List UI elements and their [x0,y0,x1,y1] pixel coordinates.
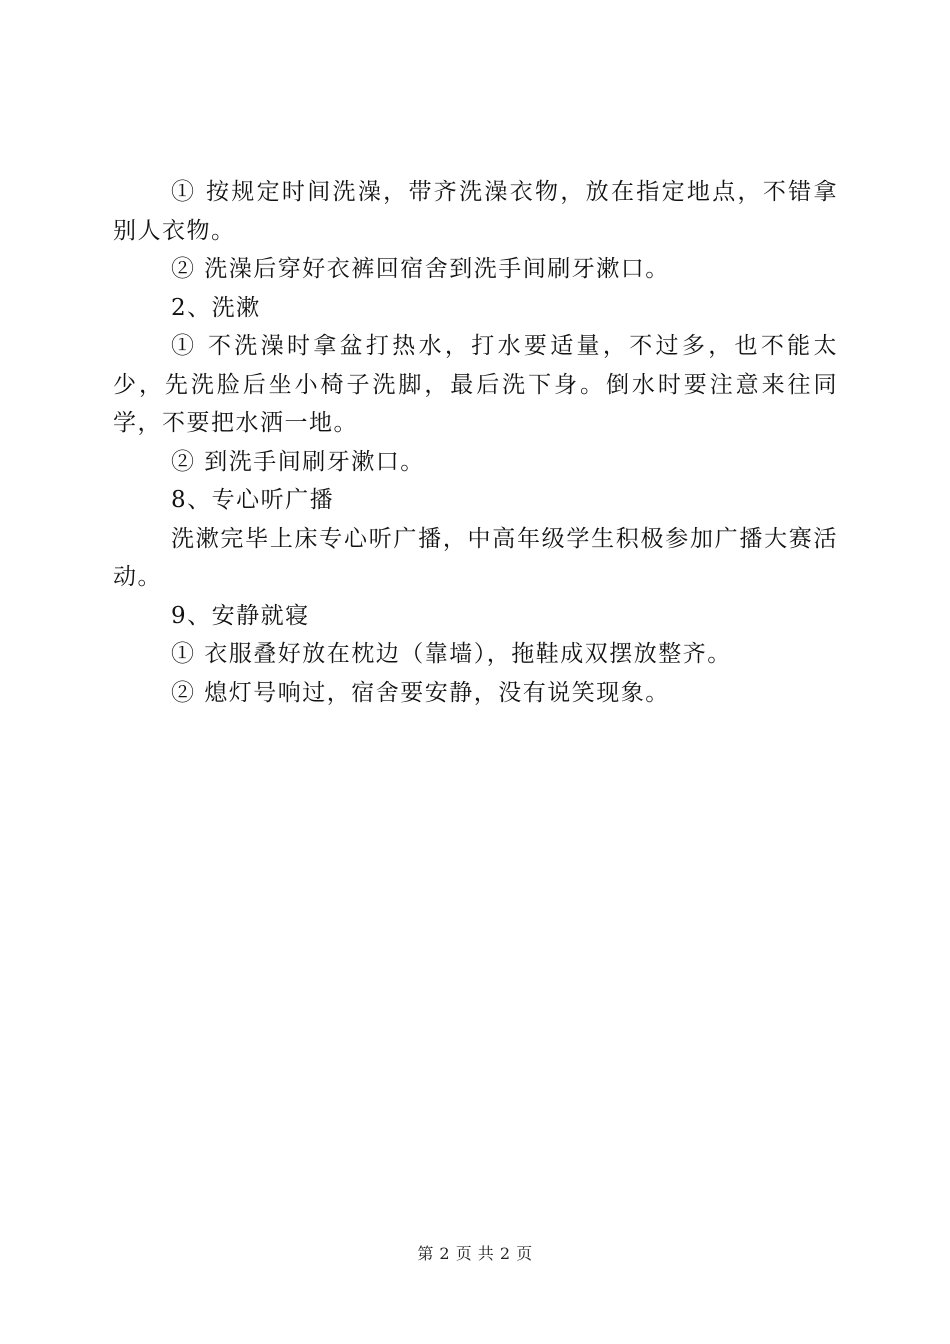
heading-washing: 2、洗漱 [171,294,261,321]
page-number-footer: 第 2 页 共 2 页 [417,1244,533,1263]
paragraph-bath-time: ① 按规定时间洗澡，带齐洗澡衣物，放在指定地点，不错拿别人衣物。 [113,179,838,244]
paragraph-brush-teeth: ② 到洗手间刷牙漱口。 [171,448,425,475]
paragraph-lights-out: ② 熄灯号响过，宿舍要安静，没有说笑现象。 [171,679,670,706]
paragraph-broadcast: 洗漱完毕上床专心听广播，中高年级学生积极参加广播大赛活动。 [113,525,838,590]
paragraph-clothes: ① 衣服叠好放在枕边（靠墙），拖鞋成双摆放整齐。 [171,641,732,667]
paragraph-after-bath: ② 洗澡后穿好衣裤回宿舍到洗手间刷牙漱口。 [171,256,670,282]
document-body [113,173,838,712]
paragraph-hot-water: ① 不洗澡时拿盆打热水，打水要适量，不过多，也不能太少，先洗脸后坐小椅子洗脚，最后洗下身。倒水时要注意来往同学，不要把水洒一地。 [113,333,838,436]
heading-listen-broadcast: 8、专心听广播 [171,487,335,513]
heading-quiet-sleep: 9、安静就寝 [171,602,310,629]
